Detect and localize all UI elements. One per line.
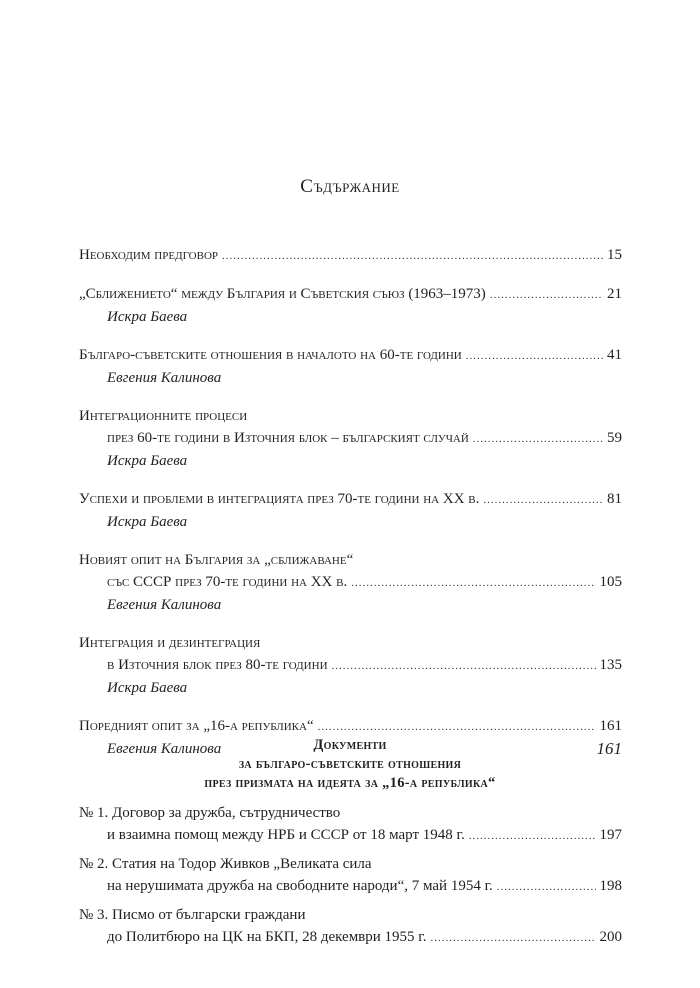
dot-leader [351,572,595,594]
toc-entry[interactable] [79,344,622,389]
documents-heading-line: през призмата на идеята за „16-а република“ [204,775,496,791]
document-title-continued: до Политбюро на ЦК на БКП, 28 декември 1955 г. [107,929,427,945]
toc-title-line [79,283,622,306]
document-title-line [79,824,622,847]
toc-title: „Сближението“ между България и Съветския съюз (1963–1973) [79,286,486,302]
toc-title-continued: в Източния блок през 80-те години [107,657,328,673]
dot-leader [483,489,603,511]
dot-leader [490,284,603,306]
toc-title-line [79,715,622,738]
toc-title-continued: през 60-те години в Източния блок – българският случай [107,430,469,446]
toc-title: Българо-съветските отношения в началото на 60-те години [79,347,462,363]
toc-title-line [79,571,622,594]
toc-author: Евгения Калинова [107,741,222,757]
toc-author: Искра Баева [107,514,188,530]
dot-leader [466,345,603,367]
documents-list [79,802,622,955]
documents-heading-line: Документи [313,737,387,753]
toc-page-number: 21 [607,286,622,302]
toc-entry[interactable] [79,549,622,616]
toc-author: Евгения Калинова [107,370,222,386]
document-title: № 1. Договор за дружба, сътрудничество [79,805,341,821]
toc-page-number: 161 [599,718,622,734]
dot-leader [497,876,596,898]
toc-page-number: 59 [607,430,622,446]
document-page-number: 198 [599,878,622,894]
dot-leader [469,825,596,847]
toc-author: Искра Баева [107,680,188,696]
toc-entry[interactable] [79,632,622,699]
toc-title-line [79,427,622,450]
document-title-line [79,875,622,898]
toc-page-number: 41 [607,347,622,363]
toc-page-number: 105 [599,574,622,590]
toc-author: Искра Баева [107,453,188,469]
toc-title: Поредният опит за „16-а република“ [79,718,314,734]
toc-author: Евгения Калинова [107,597,222,613]
document-page-number: 200 [599,929,622,945]
toc-title: Интеграционните процеси [79,408,248,424]
toc-entry[interactable] [79,405,622,472]
document-title-continued: и взаимна помощ между НРБ и СССР от 18 март 1948 г. [107,827,465,843]
document-title: № 3. Писмо от български граждани [79,907,306,923]
toc-author: Искра Баева [107,309,188,325]
toc-title-continued: със СССР през 70-те години на XX в. [107,574,348,590]
document-entry[interactable] [79,802,622,847]
page-title: Съдържание [300,176,400,197]
toc-entry[interactable] [79,488,622,533]
toc-entry[interactable] [79,244,622,267]
document-title: № 2. Статия на Тодор Живков „Великата сила [79,856,372,872]
documents-heading [0,736,700,793]
toc-title: Новият опит на България за „сближаване“ [79,552,354,568]
dot-leader [332,655,596,677]
toc-author-page-number: 161 [596,739,622,758]
toc-page-number: 15 [607,247,622,263]
toc-title: Интеграция и дезинтеграция [79,635,261,651]
document-title-line [79,926,622,949]
dot-leader [473,428,603,450]
toc-title: Необходим предговор [79,247,219,263]
toc-entry[interactable] [79,283,622,328]
toc-title-line [79,244,622,267]
documents-heading-line: за българо-съветските отношения [238,756,462,772]
document-entry[interactable] [79,853,622,898]
toc-title-line [79,654,622,677]
toc-title-line [79,344,622,367]
toc-title: Успехи и проблеми в интеграцията през 70-те години на XX в. [79,491,480,507]
toc-page-number: 135 [599,657,622,673]
document-page-number: 197 [599,827,622,843]
toc-page-number: 81 [607,491,622,507]
document-title-continued: на нерушимата дружба на свободните народи“, 7 май 1954 г. [107,878,493,894]
dot-leader [222,245,603,267]
dot-leader [431,927,596,949]
toc-title-line [79,488,622,511]
table-of-contents [79,244,622,776]
document-entry[interactable] [79,904,622,949]
dot-leader [318,716,596,738]
